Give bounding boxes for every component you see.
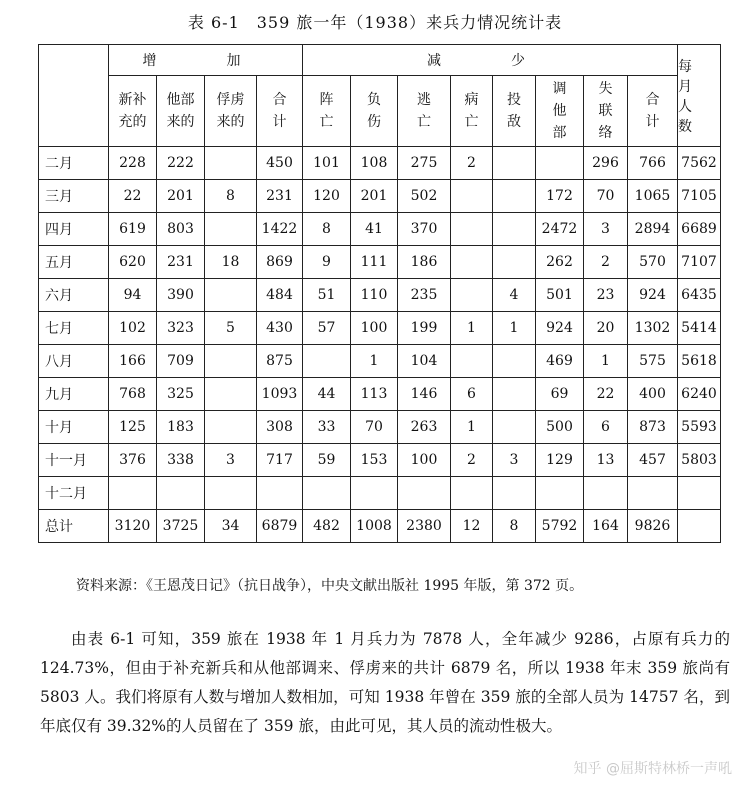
table-cell: 400 [628,378,678,411]
row-label: 四月 [39,213,109,246]
table-cell: 430 [257,312,303,345]
table-cell: 875 [257,345,303,378]
table-cell: 101 [303,147,351,180]
table-cell: 3 [493,444,536,477]
source-note: 资料来源：《王恩茂日记》（抗日战争），中央文献出版社 1995 年版，第 372 页。 [76,578,584,594]
table-cell: 1 [584,345,628,378]
table-cell [205,378,257,411]
table-cell: 34 [205,510,257,543]
table-cell: 3 [205,444,257,477]
table-cell [493,213,536,246]
table-cell [451,345,493,378]
table-cell: 323 [157,312,205,345]
table-cell: 57 [303,312,351,345]
table-cell: 3 [584,213,628,246]
table-cell: 6879 [257,510,303,543]
table-cell: 275 [398,147,451,180]
col-header-7: 逃 亡 [398,76,451,147]
table-cell: 110 [351,279,398,312]
table-cell [493,345,536,378]
table-cell: 70 [351,411,398,444]
table-cell [351,477,398,510]
table-cell: 231 [257,180,303,213]
table-cell: 13 [584,444,628,477]
table-cell [451,246,493,279]
table-cell: 186 [398,246,451,279]
col-header-10: 调 他 部 [536,76,584,147]
table-cell: 228 [109,147,157,180]
table-cell: 502 [398,180,451,213]
table-cell: 100 [351,312,398,345]
table-cell [493,477,536,510]
table-cell: 153 [351,444,398,477]
table-cell: 2 [451,147,493,180]
table-cell: 2 [451,444,493,477]
table-cell: 6 [584,411,628,444]
table-cell: 4 [493,279,536,312]
row-label: 三月 [39,180,109,213]
table-cell: 766 [628,147,678,180]
table-cell: 5618 [678,345,721,378]
table-row [39,345,721,378]
table-cell: 296 [584,147,628,180]
col-header-2: 他部 来的 [157,76,205,147]
table-cell: 20 [584,312,628,345]
table-cell: 709 [157,345,205,378]
col-header-1: 新补 充的 [109,76,157,147]
row-label: 十一月 [39,444,109,477]
table-cell: 2380 [398,510,451,543]
table-cell: 172 [536,180,584,213]
table-cell [451,279,493,312]
table-cell: 201 [351,180,398,213]
table-cell: 9826 [628,510,678,543]
table-cell: 5 [205,312,257,345]
col-header-12: 合 计 [628,76,678,147]
table-cell: 120 [303,180,351,213]
table-cell: 125 [109,411,157,444]
table-cell: 482 [303,510,351,543]
table-cell: 129 [536,444,584,477]
row-label: 五月 [39,246,109,279]
table-cell [303,477,351,510]
table-cell: 59 [303,444,351,477]
table-cell: 2 [584,246,628,279]
row-label: 二月 [39,147,109,180]
table-cell [257,477,303,510]
table-cell: 262 [536,246,584,279]
table-cell: 5414 [678,312,721,345]
table-cell: 1422 [257,213,303,246]
table-cell: 1065 [628,180,678,213]
table-cell: 338 [157,444,205,477]
table-cell: 235 [398,279,451,312]
table-row [39,378,721,411]
row-label: 十月 [39,411,109,444]
table-cell: 390 [157,279,205,312]
col-header-3: 俘虏 来的 [205,76,257,147]
table-cell [205,213,257,246]
table-cell [493,411,536,444]
table-cell: 575 [628,345,678,378]
table-cell: 7105 [678,180,721,213]
table-cell: 2472 [536,213,584,246]
col-header-9: 投 敌 [493,76,536,147]
table-cell: 33 [303,411,351,444]
table-cell: 8 [303,213,351,246]
table-cell [205,477,257,510]
row-label: 七月 [39,312,109,345]
row-label: 九月 [39,378,109,411]
table-cell [493,147,536,180]
table-cell: 6689 [678,213,721,246]
table-cell: 146 [398,378,451,411]
table-row [39,279,721,312]
table-cell: 18 [205,246,257,279]
corner-cell [39,45,109,147]
table-cell [205,411,257,444]
table-cell: 869 [257,246,303,279]
table-row [39,411,721,444]
table-cell: 231 [157,246,205,279]
row-label: 总计 [39,510,109,543]
row-label: 十二月 [39,477,109,510]
table-cell [493,246,536,279]
table-cell: 376 [109,444,157,477]
table-cell: 9 [303,246,351,279]
table-cell [678,510,721,543]
table-cell: 469 [536,345,584,378]
table-cell: 1093 [257,378,303,411]
table-row [39,312,721,345]
table-cell: 2894 [628,213,678,246]
table-title: 表 6-1 359 旅一年（1938）来兵力情况统计表 [187,13,563,32]
table-cell: 308 [257,411,303,444]
table-cell: 113 [351,378,398,411]
table-cell: 924 [536,312,584,345]
body-paragraph: 由表 6-1 可知，359 旅在 1938 年 1 月兵力为 7878 人，全年减少 9286，占原有兵力的 124.73%，但由于补充新兵和从他部调来、俘虏来的共计 6879 名，所以 1938 年末 359 旅尚有 5803 人。我们将原有人数与增加人数相加，可知 1938 年曾在 359 旅的全部人员为 14757 名，到年底仅有 39.32%的人员留在了 359 旅，由此可见，其人员的流动性极大。 [40,630,730,735]
table-cell: 7562 [678,147,721,180]
table-cell: 1 [451,411,493,444]
table-cell: 8 [205,180,257,213]
table-cell: 199 [398,312,451,345]
table-cell: 1 [451,312,493,345]
table-cell: 325 [157,378,205,411]
col-header-8: 病 亡 [451,76,493,147]
table-cell: 450 [257,147,303,180]
table-cell [451,180,493,213]
table-cell [536,147,584,180]
group-increase: 增 加 [109,45,303,76]
table-cell: 1302 [628,312,678,345]
row-label: 六月 [39,279,109,312]
table-cell [493,180,536,213]
table-cell: 108 [351,147,398,180]
row-label: 八月 [39,345,109,378]
table-cell: 201 [157,180,205,213]
table-cell [451,477,493,510]
table-cell [109,477,157,510]
table-cell: 1 [493,312,536,345]
table-cell: 3725 [157,510,205,543]
table-cell: 22 [109,180,157,213]
table-cell [493,378,536,411]
table-cell: 222 [157,147,205,180]
table-row [39,246,721,279]
table-cell: 6 [451,378,493,411]
col-header-4: 合 计 [257,76,303,147]
table-cell: 1008 [351,510,398,543]
table-row [39,444,721,477]
table-cell [678,477,721,510]
table-cell: 102 [109,312,157,345]
table-cell [536,477,584,510]
table-cell: 620 [109,246,157,279]
table-cell: 5593 [678,411,721,444]
table-cell: 570 [628,246,678,279]
table-cell: 12 [451,510,493,543]
col-monthly: 每月 人数 [678,45,721,147]
table-cell: 7107 [678,246,721,279]
troop-statistics-table [38,44,721,543]
col-header-6: 负 伤 [351,76,398,147]
table-cell: 100 [398,444,451,477]
watermark: 知乎 @屈斯特林桥一声吼 [573,761,732,777]
table-cell: 873 [628,411,678,444]
table-cell: 501 [536,279,584,312]
table-cell: 166 [109,345,157,378]
table-row [39,213,721,246]
table-cell: 6240 [678,378,721,411]
table-cell: 768 [109,378,157,411]
table-cell: 1 [351,345,398,378]
table-cell [584,477,628,510]
table-cell: 3120 [109,510,157,543]
table-cell: 484 [257,279,303,312]
table-cell [628,477,678,510]
table-cell: 183 [157,411,205,444]
table-cell: 263 [398,411,451,444]
col-header-11: 失 联 络 [584,76,628,147]
table-cell: 500 [536,411,584,444]
table-cell [205,345,257,378]
table-cell: 111 [351,246,398,279]
table-cell [157,477,205,510]
table-cell: 5792 [536,510,584,543]
table-cell: 164 [584,510,628,543]
table-cell: 803 [157,213,205,246]
group-decrease: 减 少 [303,45,678,76]
table-cell: 457 [628,444,678,477]
table-row [39,147,721,180]
table-cell [451,213,493,246]
table-row [39,477,721,510]
table-cell [205,147,257,180]
table-cell: 370 [398,213,451,246]
table-row [39,180,721,213]
table-cell: 69 [536,378,584,411]
table-cell: 51 [303,279,351,312]
table-cell [205,279,257,312]
table-cell: 8 [493,510,536,543]
table-cell: 717 [257,444,303,477]
table-cell: 104 [398,345,451,378]
table-cell: 619 [109,213,157,246]
table-cell: 44 [303,378,351,411]
table-cell: 6435 [678,279,721,312]
table-cell: 22 [584,378,628,411]
table-cell: 41 [351,213,398,246]
table-cell: 5803 [678,444,721,477]
table-cell: 924 [628,279,678,312]
table-cell [303,345,351,378]
table-cell [398,477,451,510]
table-cell: 23 [584,279,628,312]
col-header-5: 阵 亡 [303,76,351,147]
table-cell: 70 [584,180,628,213]
table-row [39,510,721,543]
table-cell: 94 [109,279,157,312]
